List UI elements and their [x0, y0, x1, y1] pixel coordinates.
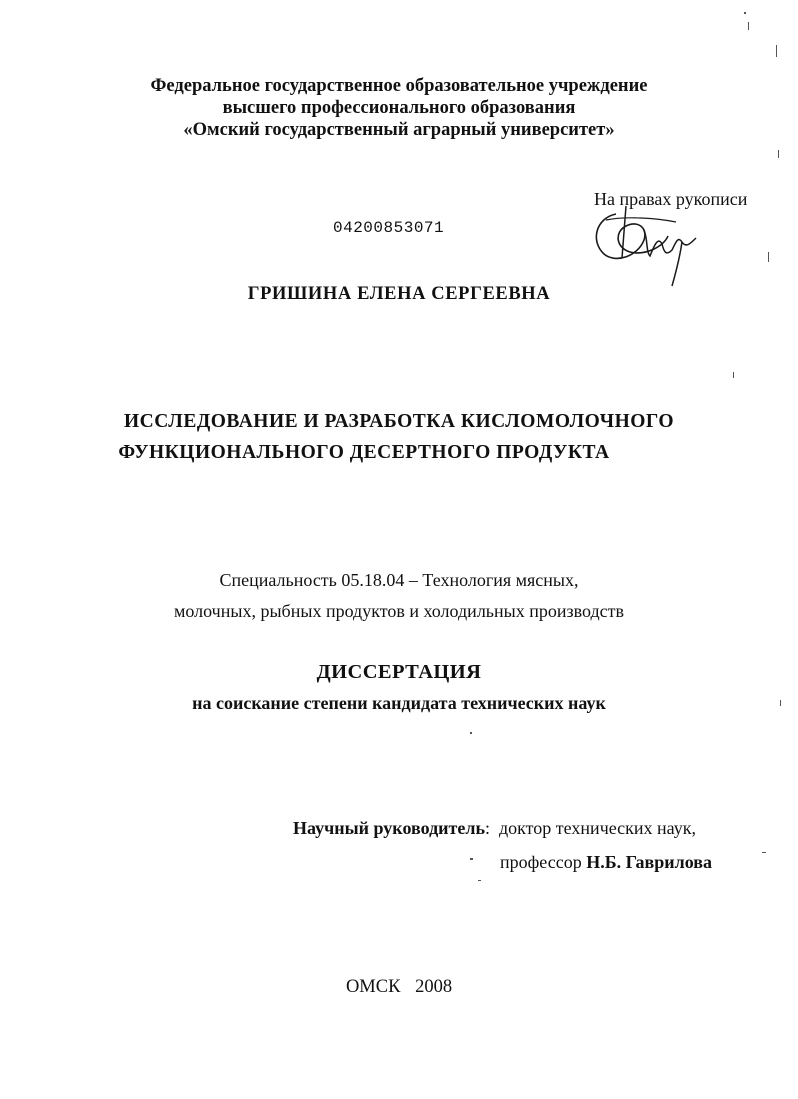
specialty-line-2: молочных, рыбных продуктов и холодильных производств: [174, 601, 624, 621]
institution-line-3: «Омский государственный аграрный университет»: [183, 120, 615, 140]
scan-speck: [768, 252, 769, 262]
city: ОМСК: [345, 977, 401, 997]
scan-speck: [744, 12, 746, 14]
title-line-2: ФУНКЦИОНАЛЬНОГО ДЕСЕРТНОГО ПРОДУКТА: [118, 442, 610, 463]
inventory-number: 04200853071: [333, 219, 445, 237]
scan-speck: [733, 372, 734, 378]
scan-speck: [478, 880, 481, 881]
supervisor-label: Научный руководитель: [293, 818, 485, 838]
supervisor-position: профессор: [500, 852, 582, 872]
title-line-1: ИССЛЕДОВАНИЕ И РАЗРАБОТКА КИСЛОМОЛОЧНОГО: [123, 411, 675, 432]
supervisor-label-colon: :: [485, 818, 491, 838]
institution-line-2: высшего профессионального образования: [222, 98, 576, 118]
specialty: [0, 565, 798, 627]
manuscript-rights-note: На правах рукописи: [594, 189, 748, 209]
scan-speck: [470, 858, 473, 860]
scan-speck: [780, 700, 781, 706]
dissertation-title: [0, 406, 798, 468]
scan-speck: [470, 732, 472, 734]
scan-speck: [778, 150, 779, 158]
year: 2008: [415, 977, 453, 997]
scan-speck: [762, 852, 766, 853]
supervisor-degree: доктор технических наук,: [499, 818, 697, 838]
scan-speck: [776, 45, 777, 57]
supervisor-name: Н.Б. Гаврилова: [586, 852, 712, 872]
scan-speck: [748, 22, 749, 30]
supervisor-line: [293, 818, 696, 839]
supervisor-name-line: [500, 852, 712, 873]
place-and-year: [0, 977, 798, 998]
author-name: ГРИШИНА ЕЛЕНА СЕРГЕЕВНА: [247, 284, 551, 304]
institution-line-1: Федеральное государственное образовательное учреждение: [150, 76, 648, 96]
handwritten-signature: [586, 196, 716, 291]
specialty-line-1: Специальность 05.18.04 – Технология мясных,: [219, 570, 579, 590]
document-type: ДИССЕРТАЦИЯ: [316, 661, 482, 683]
degree-line: на соискание степени кандидата технических наук: [192, 693, 606, 713]
institution-header: [0, 75, 798, 141]
